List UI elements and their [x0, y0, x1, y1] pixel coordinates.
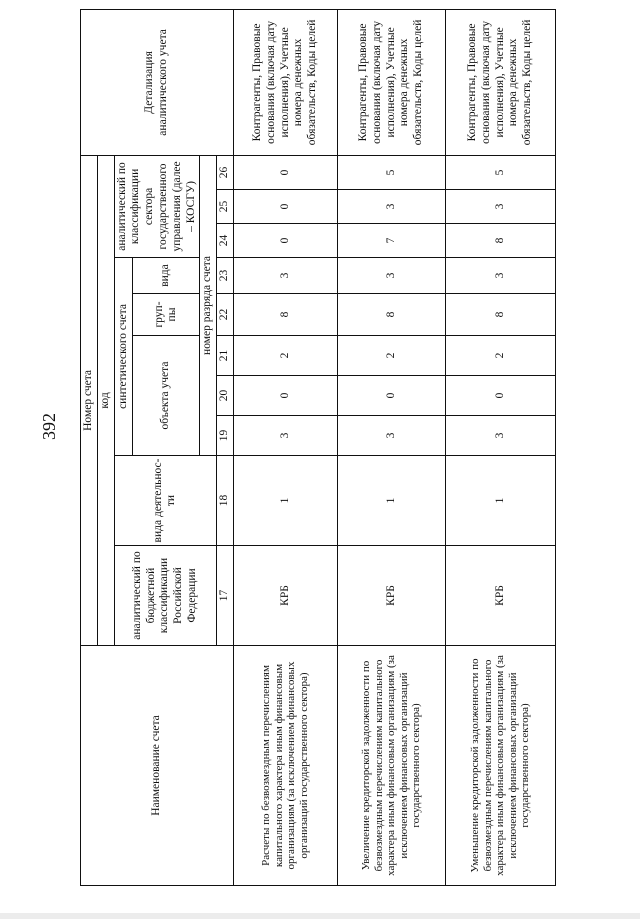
- code-cell: 3: [337, 416, 445, 456]
- code-cell: 0: [233, 376, 337, 416]
- header-type: вида: [133, 258, 200, 294]
- digit-cell: 25: [217, 190, 234, 224]
- code-cell: 0: [233, 155, 337, 189]
- header-number: Номер счета: [81, 155, 98, 645]
- code-cell: 3: [445, 258, 555, 294]
- code-cell: 1: [445, 456, 555, 546]
- row-name: Уменьшение кредиторской задолженности по безвозмездным перечислениям капитального характера иным финансовым организациям (за исключением финансовых организаций государственного сектора): [445, 646, 555, 886]
- header-kosgu: аналитический по классификации сектора государственного управления (далее – КОСГУ): [114, 155, 200, 257]
- header-detail: Детализация аналитического учета: [81, 9, 234, 155]
- code-cell: 0: [445, 376, 555, 416]
- code-cell: 3: [233, 258, 337, 294]
- code-cell: 8: [233, 294, 337, 336]
- header-group: груп-пы: [133, 294, 200, 336]
- digit-cell: 19: [217, 416, 234, 456]
- code-cell: 5: [337, 155, 445, 189]
- code-cell: 0: [337, 376, 445, 416]
- code-cell: 3: [445, 190, 555, 224]
- table-row: [445, 9, 555, 885]
- row-detail: Контрагенты, Правовые основания (включая дату исполнения), Учетные номера денежных обязательств, Коды целей: [233, 9, 337, 155]
- row-detail: Контрагенты, Правовые основания (включая дату исполнения), Учетные номера денежных обязательств, Коды целей: [445, 9, 555, 155]
- code-cell: 2: [445, 336, 555, 376]
- code-cell: 8: [337, 294, 445, 336]
- code-cell: 3: [233, 416, 337, 456]
- header-code: код: [97, 155, 114, 645]
- digit-cell: 17: [217, 546, 234, 646]
- digit-cell: 22: [217, 294, 234, 336]
- code-cell: 1: [233, 456, 337, 546]
- account-table-rotated: [80, 19, 534, 886]
- code-cell: 8: [445, 224, 555, 258]
- code-cell: 0: [233, 190, 337, 224]
- header-object: объекта учета: [133, 336, 200, 456]
- code-cell: 8: [445, 294, 555, 336]
- code-cell: КРБ: [337, 546, 445, 646]
- row-detail: Контрагенты, Правовые основания (включая дату исполнения), Учетные номера денежных обязательств, Коды целей: [337, 9, 445, 155]
- digit-cell: 24: [217, 224, 234, 258]
- code-cell: 3: [337, 258, 445, 294]
- code-cell: 2: [233, 336, 337, 376]
- header-digit: номер разряда счета: [200, 155, 217, 455]
- table-row: [233, 9, 337, 885]
- header-name: Наименование счета: [81, 646, 234, 886]
- row-name: Расчеты по безвозмездным перечислениям капитального характера иным финансовым организациям (за исключением финансовых организаций государственного сектора): [233, 646, 337, 886]
- code-cell: 0: [233, 224, 337, 258]
- code-cell: 3: [337, 190, 445, 224]
- digit-cell: 23: [217, 258, 234, 294]
- header-synthetic: синтетического счета: [114, 258, 133, 456]
- header-analytic-budget: аналитический по бюджетной классификации Российской Федерации: [114, 546, 217, 646]
- digit-cell: 26: [217, 155, 234, 189]
- header-activity: вида деятельнос-ти: [114, 456, 217, 546]
- code-cell: 3: [445, 416, 555, 456]
- page-number: 392: [39, 413, 59, 440]
- account-table: [80, 9, 556, 886]
- digit-cell: 18: [217, 456, 234, 546]
- code-cell: 1: [337, 456, 445, 546]
- code-cell: КРБ: [233, 546, 337, 646]
- table-row: [337, 9, 445, 885]
- code-cell: 2: [337, 336, 445, 376]
- bottom-edge-strip: [0, 913, 640, 919]
- digit-cell: 21: [217, 336, 234, 376]
- code-cell: КРБ: [445, 546, 555, 646]
- digit-cell: 20: [217, 376, 234, 416]
- row-name: Увеличение кредиторской задолженности по безвозмездным перечислениям капитального характера иным финансовым организациям (за исключением финансовых организаций государственного сектора): [337, 646, 445, 886]
- code-cell: 7: [337, 224, 445, 258]
- code-cell: 5: [445, 155, 555, 189]
